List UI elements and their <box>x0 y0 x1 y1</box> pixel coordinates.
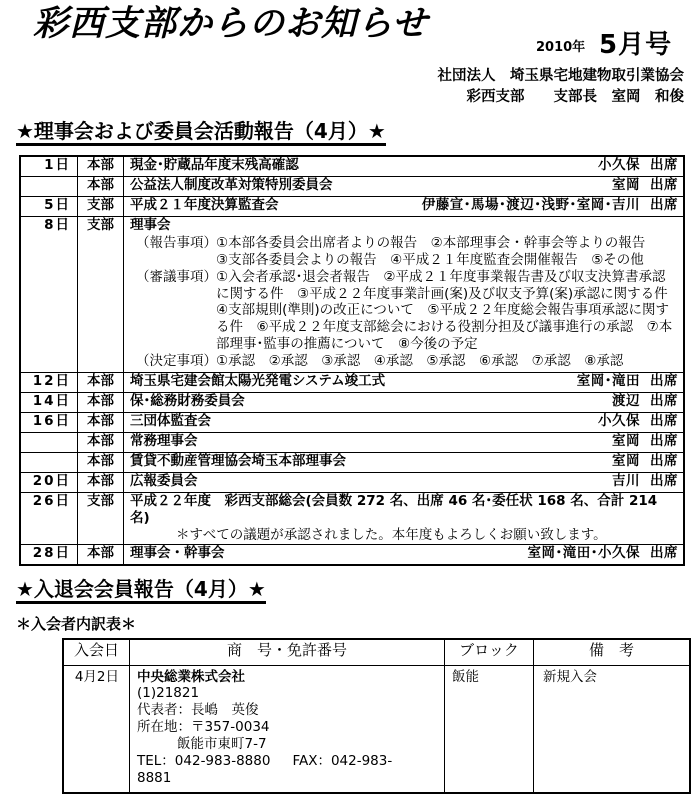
agenda-block <box>130 234 678 372</box>
row-title: 広報委員会 <box>130 472 198 489</box>
row-attendance <box>600 473 678 490</box>
activity-report-table <box>19 155 685 566</box>
table-row <box>20 432 684 452</box>
row-content <box>124 177 685 197</box>
agenda-group-deliberations <box>130 269 678 353</box>
members-section-header <box>0 566 700 604</box>
row-title: 三団体監査会 <box>130 412 211 429</box>
table-row <box>20 217 684 373</box>
row-attendees: 室岡 <box>612 177 640 194</box>
row-status: 出席 <box>650 197 678 214</box>
row-attendance <box>565 373 678 390</box>
members-heading: ★入退会会員報告（4月）★ <box>16 579 266 604</box>
table-row <box>20 156 684 177</box>
agenda-line: る件 ⑥平成２２年度支部総会における役割分担及び議事進行の承認 ⑦本 <box>216 319 673 336</box>
issue-year: 2010年 <box>536 40 586 55</box>
branch-chief: 彩西支部 支部長 室岡 和俊 <box>466 89 684 106</box>
row-org: 本部 <box>78 412 124 432</box>
row-day <box>20 452 78 472</box>
row-day: 1日 <box>20 156 78 177</box>
row-org: 支部 <box>78 217 124 373</box>
row-org: 本部 <box>78 472 124 492</box>
row-attendees: 室岡 <box>612 452 640 469</box>
member-license-number: (1)21821 <box>137 685 200 702</box>
row-attendees: 小久保 <box>598 157 640 174</box>
activity-table-body <box>20 156 684 565</box>
new-members-table <box>62 638 691 794</box>
row-content <box>124 412 685 432</box>
row-line <box>130 413 678 430</box>
row-day: 12日 <box>20 372 78 392</box>
row-attendance <box>600 453 678 470</box>
row-title: 公益法人制度改革対策特別委員会 <box>130 177 333 194</box>
row-org: 支部 <box>78 197 124 217</box>
column-header-remarks: 備 考 <box>534 639 691 666</box>
row-org: 支部 <box>78 492 124 544</box>
table-row <box>20 452 684 472</box>
row-line <box>130 473 678 490</box>
table-row <box>63 665 690 793</box>
row-day <box>20 177 78 197</box>
row-attendees: 室岡･滝田･小久保 <box>527 544 640 561</box>
table-row <box>20 197 684 217</box>
row-title: 現金･貯蔵品年度末残高確認 <box>130 157 299 174</box>
member-join-date: 4月2日 <box>63 665 130 793</box>
row-attendees: 小久保 <box>598 412 640 429</box>
row-status: 出席 <box>650 412 678 429</box>
row-status: 出席 <box>650 157 678 174</box>
member-details <box>130 665 445 793</box>
row-content <box>124 156 685 177</box>
row-note: ＊すべての議題が承認されました。本年度もよろしくお願い致します。 <box>176 526 607 543</box>
activity-heading: ★理事会および委員会活動報告（4月）★ <box>16 121 386 146</box>
agenda-line: に関する件 ③平成２２年度事業計画(案)及び収支予算(案)承認に関する件 <box>216 285 668 302</box>
row-attendance <box>600 393 678 410</box>
agenda-group-reports <box>130 235 678 269</box>
table-row <box>20 472 684 492</box>
row-status: 出席 <box>650 372 678 389</box>
row-attendance <box>516 545 679 562</box>
agenda-line: ①承認 ②承認 ③承認 ④承認 ⑤承認 ⑥承認 ⑦承認 ⑧承認 <box>216 353 624 370</box>
row-attendees: 渡辺 <box>612 392 640 409</box>
row-content <box>124 492 685 544</box>
member-tel: TEL：042-983-8880 <box>137 752 271 769</box>
row-title: 賃貸不動産管理協会埼玉本部理事会 <box>130 452 346 469</box>
agenda-line: 部理事･監事の推薦について ⑧今後の予定 <box>216 336 478 353</box>
agenda-line: ①本部各委員会出席者よりの報告 ②本部理事会・幹事会等よりの報告 <box>216 234 646 251</box>
row-attendance <box>586 413 678 430</box>
member-remarks: 新規入会 <box>534 665 691 793</box>
agenda-line: ④支部規則(準則)の改正について ⑤平成２２年度総会報告事項承認に関す <box>216 302 669 319</box>
table-row <box>20 177 684 197</box>
row-day <box>20 432 78 452</box>
column-header-company: 商 号・免許番号 <box>130 639 445 666</box>
organization-name: 社団法人 埼玉県宅地建物取引業協会 <box>437 68 684 84</box>
agenda-label: （報告事項） <box>136 234 217 251</box>
row-title: 埼玉県宅建会館太陽光発電システム竣工式 <box>130 372 386 389</box>
row-title: 常務理事会 <box>130 432 198 449</box>
row-org: 本部 <box>78 452 124 472</box>
row-title: 平成２２年度 彩西支部総会(会員数 272 名、出席 46 名･委任状 168 名、合計 214 名) <box>130 492 658 526</box>
agenda-items <box>216 269 678 353</box>
row-org: 本部 <box>78 432 124 452</box>
table-row <box>20 392 684 412</box>
row-day: 5日 <box>20 197 78 217</box>
member-address-postal: 所在地：〒357-0034 <box>137 719 270 736</box>
table-row <box>20 544 684 565</box>
column-header-join-date: 入会日 <box>63 639 130 666</box>
masthead <box>0 0 700 62</box>
row-status: 出席 <box>650 392 678 409</box>
row-status: 出席 <box>650 432 678 449</box>
agenda-group-decisions <box>130 353 678 370</box>
table-row <box>20 372 684 392</box>
column-header-block: ブロック <box>445 639 534 666</box>
member-table-head <box>63 639 690 666</box>
member-company-name: 中央総業株式会社 <box>137 668 245 685</box>
activity-section-header <box>0 108 700 146</box>
row-status: 出席 <box>650 544 678 561</box>
row-status: 出席 <box>650 452 678 469</box>
row-attendees: 伊藤宣･馬場･渡辺･浅野･室岡･吉川 <box>421 197 640 214</box>
row-org: 本部 <box>78 177 124 197</box>
table-row <box>20 492 684 544</box>
member-contact <box>137 753 444 787</box>
row-org: 本部 <box>78 156 124 177</box>
member-fax: FAX：042-983-8881 <box>137 752 393 786</box>
row-attendance <box>586 157 678 174</box>
row-line <box>130 373 678 390</box>
agenda-items <box>216 235 678 269</box>
row-line <box>130 545 678 562</box>
row-content <box>124 432 685 452</box>
page-title: 彩西支部からのお知らせ <box>33 4 428 44</box>
agenda-line: ①入会者承認･退会者報告 ②平成２１年度事業報告書及び収支決算書承認 <box>216 268 666 285</box>
row-attendees: 室岡･滝田 <box>576 372 640 389</box>
member-block: 飯能 <box>445 665 534 793</box>
row-content <box>124 544 685 565</box>
row-title: 理事会・幹事会 <box>130 544 225 561</box>
row-content <box>124 197 685 217</box>
issue-month: 5月号 <box>599 30 673 60</box>
row-attendees: 吉川 <box>612 472 640 489</box>
row-attendance <box>410 197 678 214</box>
row-line <box>130 453 678 470</box>
row-day: 8日 <box>20 217 78 373</box>
organization-block <box>0 66 700 108</box>
row-title: 保･総務財務委員会 <box>130 392 245 409</box>
member-representative: 代表者：長嶋 英俊 <box>137 702 259 719</box>
row-status: 出席 <box>650 472 678 489</box>
row-day: 26日 <box>20 492 78 544</box>
row-content <box>124 392 685 412</box>
row-org: 本部 <box>78 544 124 565</box>
row-day: 14日 <box>20 392 78 412</box>
row-content <box>124 372 685 392</box>
member-table-body <box>63 665 690 793</box>
row-line <box>130 157 678 174</box>
row-line <box>130 393 678 410</box>
row-content <box>124 472 685 492</box>
agenda-label: （決定事項） <box>136 353 217 370</box>
row-title: 平成２１年度決算監査会 <box>130 197 279 214</box>
row-org: 本部 <box>78 392 124 412</box>
row-attendees: 室岡 <box>612 432 640 449</box>
row-day: 16日 <box>20 412 78 432</box>
row-line <box>130 197 678 214</box>
row-day: 28日 <box>20 544 78 565</box>
agenda-items <box>216 353 678 370</box>
row-attendance <box>600 177 678 194</box>
row-line <box>130 433 678 450</box>
row-title: 理事会 <box>130 217 171 234</box>
table-row <box>20 412 684 432</box>
row-status: 出席 <box>650 177 678 194</box>
row-line <box>130 177 678 194</box>
agenda-line: ③支部各委員会よりの報告 ④平成２１年度監査会開催報告 ⑤その他 <box>216 251 644 268</box>
row-org: 本部 <box>78 372 124 392</box>
row-content <box>124 217 685 373</box>
row-day: 20日 <box>20 472 78 492</box>
row-content <box>124 452 685 472</box>
row-attendance <box>600 433 678 450</box>
agenda-label: （審議事項） <box>136 268 217 285</box>
members-subheading: ＊入会者内訳表＊ <box>16 614 137 633</box>
member-address-street: 飯能市東町7-7 <box>177 736 267 753</box>
table-header-row <box>63 639 690 666</box>
